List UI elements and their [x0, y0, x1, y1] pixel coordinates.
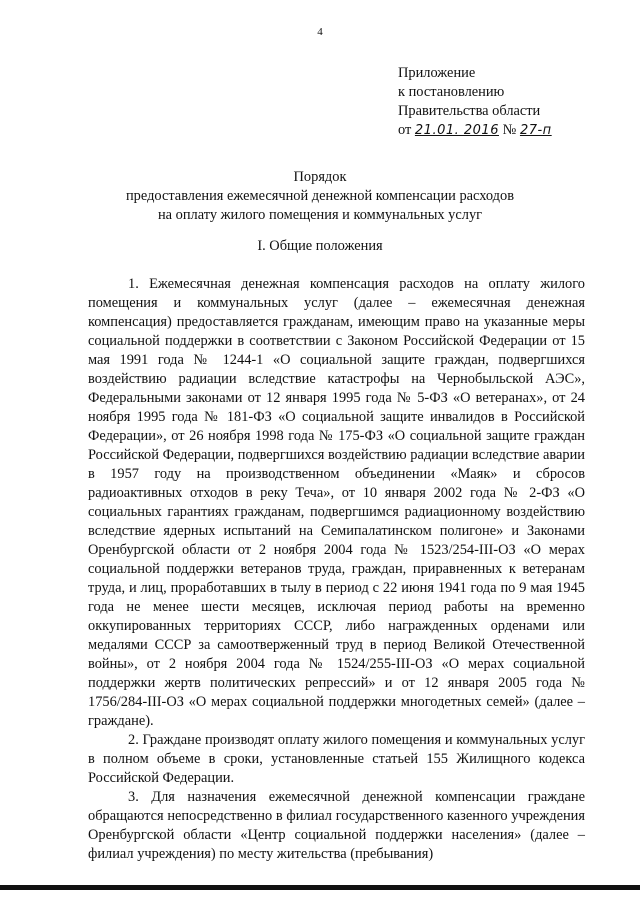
paragraph-1: 1. Ежемесячная денежная компенсация расходов на оплату жилого помещения и коммунальных услуг (далее – ежемесячная денежная компенсация) предоставляется гражданам, имеющим право на указанные меры социальной поддержки в соответствии с Законом Российской Федерации от 15 мая 1991 года № 1244-1 «О социальной защите граждан, подвергшихся воздействию радиации вследствие катастрофы на Чернобыльской АЭС», Федеральными законами от 12 января 1995 года № 5-ФЗ «О ветеранах», от 24 ноября 1995 года № 181-ФЗ «О социальной защите инвалидов в Российской Федерации», от 26 ноября 1998 года № 175-ФЗ «О социальной защите граждан Российской Федерации, подвергшихся воздействию радиации вследствие аварии в 1957 году на производственном объединении «Маяк» и сбросов радиоактивных отходов в реку Теча», от 10 января 2002 года № 2-ФЗ «О социальных гарантиях гражданам, подвергшимся радиационному воздействию вследствие ядерных испытаний на Семипалатинском полигоне» и Законами Оренбургской области от 2 ноября 2004 года № 1523/254-III-ОЗ «О мерах социальной поддержки ветеранов труда, граждан, приравненных к ветеранам труда, и лиц, проработавших в тылу в период с 22 июня 1941 года по 9 мая 1945 года не менее шести месяцев, исключая период работы на временно оккупированных территориях СССР, либо награжденных орденами или медалями СССР за самоотверженный труд в период Великой Отечественной войны», от 2 ноября 2004 года № 1524/255-III-ОЗ «О мерах социальной поддержки жертв политических репрессий» и от 12 января 2005 года № 1756/284-III-ОЗ «О мерах социальной поддержки многодетных семей» (далее – граждане).: [88, 276, 585, 729]
date-prefix: от: [398, 122, 412, 138]
number-prefix: №: [502, 122, 517, 138]
bottom-scan-border: [0, 885, 640, 890]
title-line-3: на оплату жилого помещения и коммунальных услуг: [157, 207, 483, 223]
appendix-line-3: Правительства области: [398, 103, 541, 119]
appendix-line-2: к постановлению: [398, 84, 505, 100]
paragraph-3: 3. Для назначения ежемесячной денежной компенсации граждане обращаются непосредственно в филиал государственного казенного учреждения Оренбургской области «Центр социальной поддержки населения» (далее – филиал учреждения) по месту жительства (пребывания): [88, 789, 585, 862]
appendix-line-1: Приложение: [398, 65, 476, 81]
appendix-header: [398, 64, 552, 140]
section-heading: I. Общие положения: [257, 238, 383, 254]
page-number: 4: [317, 26, 323, 38]
body-text: [88, 275, 585, 864]
title-line-1: Порядок: [293, 169, 347, 185]
appendix-date-line: [398, 121, 552, 140]
number-value: 27-п: [519, 123, 552, 138]
title-line-2: предоставления ежемесячной денежной компенсации расходов: [125, 188, 514, 204]
document-title: [0, 168, 640, 225]
paragraph-2: 2. Граждане производят оплату жилого помещения и коммунальных услуг в полном объеме в сроки, установленные статьей 155 Жилищного кодекса Российской Федерации.: [88, 732, 585, 786]
date-value: 21.01. 2016: [414, 123, 499, 138]
